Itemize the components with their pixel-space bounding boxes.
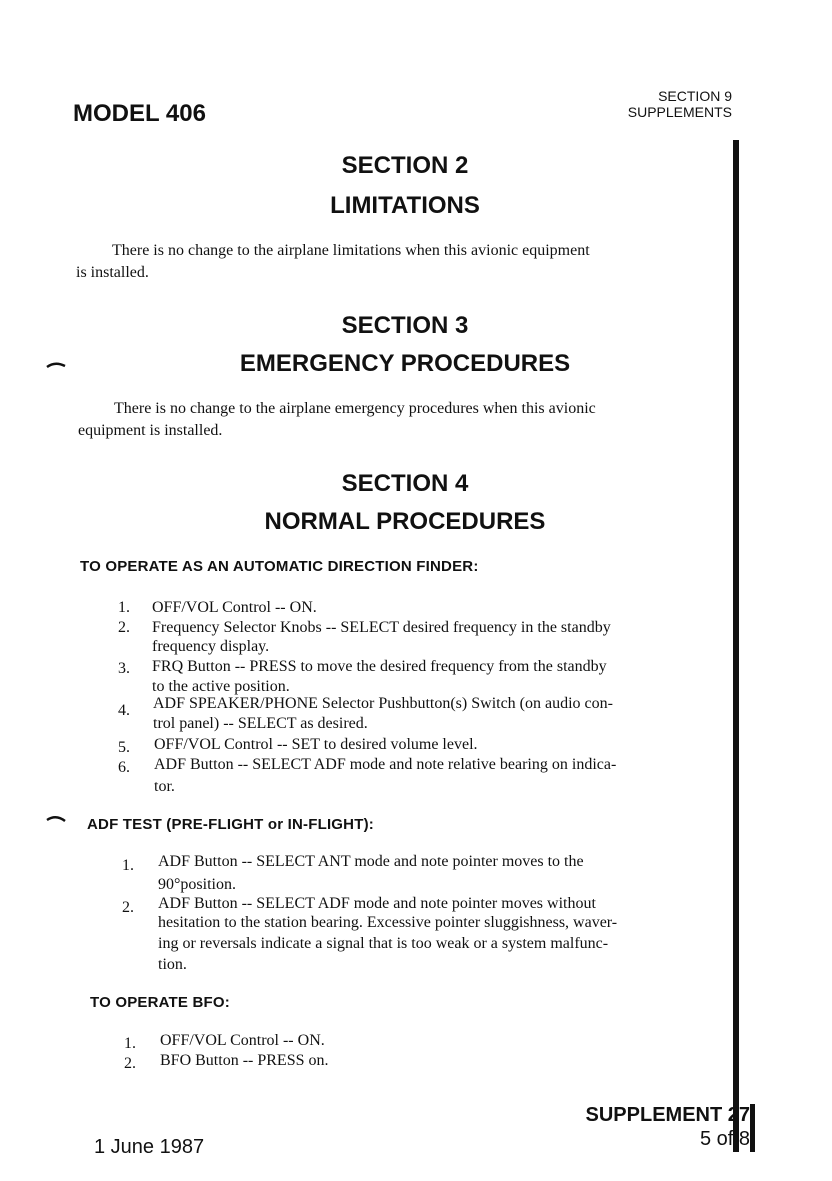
section-2-title: LIMITATIONS bbox=[330, 192, 480, 219]
step-text: OFF/VOL Control -- ON. bbox=[160, 1032, 325, 1049]
step-text: Frequency Selector Knobs -- SELECT desired frequency in the standby bbox=[152, 619, 611, 636]
revision-mark-icon bbox=[46, 814, 66, 822]
step-text: ADF Button -- SELECT ADF mode and note relative bearing on indica- bbox=[154, 756, 617, 773]
revision-bar bbox=[733, 140, 739, 1152]
step-text: OFF/VOL Control -- ON. bbox=[152, 599, 317, 616]
step-text: hesitation to the station bearing. Excessive pointer sluggishness, waver- bbox=[158, 914, 618, 931]
step-text: tor. bbox=[154, 778, 175, 795]
section-4-title: NORMAL PROCEDURES bbox=[264, 508, 546, 535]
supplement-label: SUPPLEMENT 27 bbox=[585, 1104, 750, 1126]
step-text: frequency display. bbox=[152, 638, 270, 655]
step-text: FRQ Button -- PRESS to move the desired frequency from the standby bbox=[152, 658, 607, 675]
step-number: 3. bbox=[118, 660, 130, 677]
bfo-heading: TO OPERATE BFO: bbox=[90, 994, 230, 1011]
step-number: 1. bbox=[122, 857, 134, 874]
step-number: 5. bbox=[118, 739, 130, 756]
section-4-number: SECTION 4 bbox=[341, 470, 469, 497]
step-text: tion. bbox=[158, 956, 187, 973]
section-2-number: SECTION 2 bbox=[341, 152, 469, 179]
step-text: 90°position. bbox=[158, 876, 236, 893]
section-3-number: SECTION 3 bbox=[341, 312, 469, 339]
adf-operate-heading: TO OPERATE AS AN AUTOMATIC DIRECTION FINDER: bbox=[80, 558, 479, 575]
step-text: ADF Button -- SELECT ANT mode and note pointer moves to the bbox=[158, 853, 584, 870]
step-number: 1. bbox=[124, 1035, 136, 1052]
step-number: 2. bbox=[124, 1055, 136, 1072]
step-text: OFF/VOL Control -- SET to desired volume level. bbox=[154, 736, 478, 753]
step-number: 4. bbox=[118, 702, 130, 719]
step-number: 6. bbox=[118, 759, 130, 776]
step-text: to the active position. bbox=[152, 678, 290, 695]
issue-date: 1 June 1987 bbox=[94, 1136, 205, 1158]
section-3-text-line1: There is no change to the airplane emergency procedures when this avionic bbox=[114, 400, 596, 417]
step-number: 2. bbox=[122, 899, 134, 916]
step-text: ing or reversals indicate a signal that is too weak or a system malfunc- bbox=[158, 935, 609, 952]
step-text: ADF SPEAKER/PHONE Selector Pushbutton(s) Switch (on audio con- bbox=[153, 695, 613, 712]
model-title: MODEL 406 bbox=[73, 100, 206, 127]
section-3-text-line2: equipment is installed. bbox=[78, 422, 223, 439]
step-text: ADF Button -- SELECT ADF mode and note pointer moves without bbox=[158, 895, 596, 912]
section-2-text-line2: is installed. bbox=[76, 264, 149, 281]
step-number: 1. bbox=[118, 599, 130, 616]
step-number: 2. bbox=[118, 619, 130, 636]
revision-bar-footer bbox=[750, 1104, 755, 1152]
section-name: SUPPLEMENTS bbox=[627, 104, 732, 120]
section-header bbox=[560, 88, 732, 120]
page-number: 5 of 8 bbox=[699, 1128, 750, 1150]
section-label: SECTION 9 bbox=[658, 88, 732, 104]
section-2-text-line1: There is no change to the airplane limitations when this avionic equipment bbox=[112, 242, 590, 259]
adf-test-heading: ADF TEST (PRE-FLIGHT or IN-FLIGHT): bbox=[87, 816, 374, 833]
section-3-title: EMERGENCY PROCEDURES bbox=[239, 350, 571, 377]
step-text: trol panel) -- SELECT as desired. bbox=[153, 715, 368, 732]
step-text: BFO Button -- PRESS on. bbox=[160, 1052, 329, 1069]
